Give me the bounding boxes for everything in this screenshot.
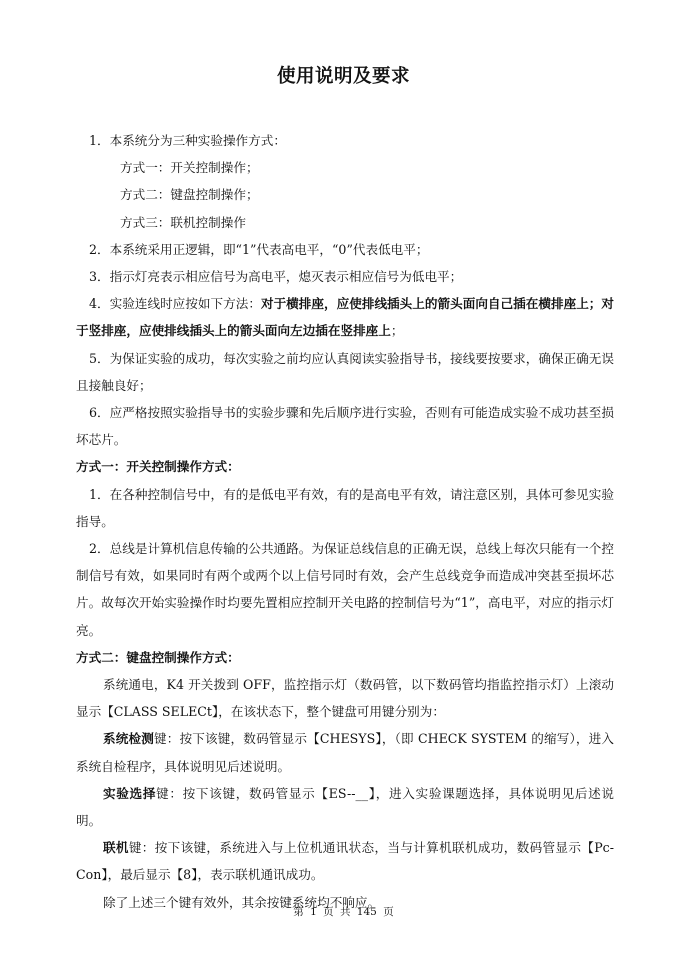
section-1-paragraph-1: 1．在各种控制信号中，有的是低电平有效，有的是高电平有效，请注意区别，具体可参见实验指导。 [76,486,614,529]
page-footer: 第 1 页 共 145 页 [293,906,394,918]
intro-item-6: 6．应严格按照实验指导书的实验步骤和先后顺序进行实验，否则有可能造成实验不成功甚至损坏芯片。 [76,405,614,448]
page-title: 使用说明及要求 [276,66,410,87]
intro-item-4 [76,290,614,344]
section-1-paragraph-2: 2．总线是计算机信息传输的公共通路。为保证总线信息的正确无误，总线上每次只能有一个控制信号有效，如果同时有两个或两个以上信号同时有效，会产生总线竞争而造成冲突甚至损坏芯片。故每次开始实验操作时均要先置相应控制开关电路的控制信号为“1”，高电平，对应的指示灯亮。 [76,541,614,638]
intro-item-4-emphasis: 对于横排座，应使排线插头上的箭头面向自己插在横排座上；对于竖排座，应使排线插头上的箭头面向左边插在竖排座上 [76,296,614,339]
key-system-check-name: 系统检测 [103,731,155,747]
key-online-name: 联机 [103,840,129,856]
section-2-heading: 方式二：键盘控制操作方式： [76,649,240,665]
section-1-heading: 方式一：开关控制操作方式： [76,459,240,475]
intro-item-4-end: ； [390,323,404,339]
key-experiment-select-name: 实验选择 [103,785,157,801]
section-2-last-paragraph: 除了上述三个键有效外，其余按键系统均不响应。 [103,894,381,910]
intro-item-1: 1．本系统分为三种实验操作方式： [89,133,286,148]
key-experiment-select-desc: 键：按下该键，数码管显示【ES--__】，进入实验课题选择，具体说明见后述说明。 [76,785,615,829]
key-system-check [76,725,614,779]
key-experiment-select [76,780,614,834]
key-online [76,834,614,888]
intro-item-2: 2．本系统采用正逻辑，即“1”代表高电平，“0”代表低电平； [89,241,429,257]
mode-list-item-3: 方式三：联机控制操作 [120,214,246,230]
mode-list-item-1: 方式一：开关控制操作； [120,160,259,176]
intro-item-4-text: 4．实验连线时应按如下方法： [89,296,261,312]
mode-list-item-2: 方式二：键盘控制操作； [120,187,259,203]
key-online-desc: 键：按下该键，系统进入与上位机通讯状态，当与计算机联机成功，数码管显示【Pc-Con】，最后显示【8】，表示联机通讯成功。 [76,840,614,883]
key-system-check-desc: 键：按下该键，数码管显示【CHESYS】，（即 CHECK SYSTEM 的缩写），进入系统自检程序，具体说明见后述说明。 [76,731,615,774]
intro-item-3: 3．指示灯亮表示相应信号为高电平，熄灭表示相应信号为低电平； [89,269,463,285]
intro-item-5: 5．为保证实验的成功，每次实验之前均应认真阅读实验指导书，接线要按要求，确保正确无误且接触良好； [76,350,614,393]
section-2-paragraph-1: 系统通电，K4 开关拨到 OFF，监控指示灯（数码管，以下数码管均指监控指示灯）上滚动显示【CLASS SELECt】，在该状态下，整个键盘可用键分别为： [76,677,614,720]
document-body [76,127,614,916]
